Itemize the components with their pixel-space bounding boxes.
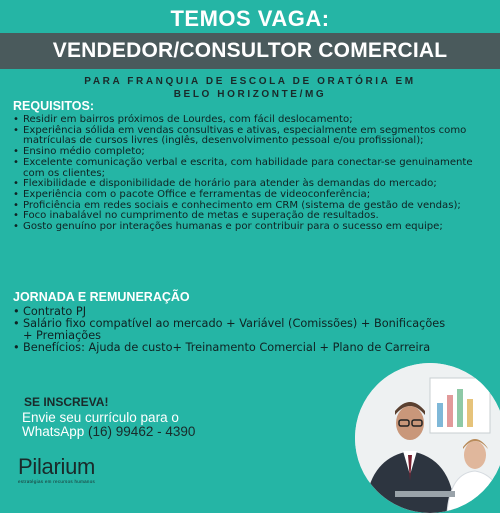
apply-heading: SE INSCREVA! [24, 395, 109, 409]
list-item: • Experiência sólida em vendas consultivas e ativas, especialmente em segmentos como matrículas de cursos livres (inglês, desenvolvimento pessoal e/ou profissional); [13, 126, 491, 147]
brand-logo [18, 456, 95, 484]
list-item: • Gosto genuíno por interações humanas e por contribuir para o sucesso em equipe; [13, 222, 491, 233]
list-item: • Excelente comunicação verbal e escrita, com habilidade para conectar-se genuinamente com os clientes; [13, 158, 491, 179]
list-item: • Flexibilidade e disponibilidade de horário para atender às demandas do mercado; [13, 179, 491, 190]
requisitos-heading: REQUISITOS: [13, 99, 95, 113]
apply-text [22, 411, 252, 439]
brand-name: Pilarium [18, 454, 96, 479]
list-item: • Benefícios: Ajuda de custo+ Treinamento Comercial + Plano de Carreira [13, 342, 453, 354]
apply-line-1: Envie seu currículo para o [22, 410, 179, 425]
brand-tagline: estratégias em recursos humanos [18, 479, 96, 484]
list-item: • Proficiência em redes sociais e conhecimento em CRM (sistema de gestão de vendas); [13, 201, 491, 212]
job-title: VENDEDOR/CONSULTOR COMERCIAL [52, 39, 448, 62]
apply-line-2 [22, 425, 252, 439]
business-people-photo [355, 363, 500, 513]
list-item: • Ensino médio completo; [13, 147, 491, 158]
business-people-photo-icon [355, 363, 500, 513]
jornada-list [13, 306, 453, 354]
requisitos-list [13, 115, 491, 233]
list-item: • Experiência com o pacote Office e ferramentas de videoconferência; [13, 190, 491, 201]
list-item: • Foco inabalável no cumprimento de metas e superação de resultados. [13, 211, 491, 222]
list-item: • Salário fixo compatível ao mercado + Variável (Comissões) + Bonificações + Premiações [13, 318, 453, 342]
list-item: • Contrato PJ [13, 306, 453, 318]
apply-whatsapp-label: WhatsApp [22, 424, 89, 439]
job-title-banner [0, 33, 500, 69]
headline: TEMOS VAGA: [170, 6, 330, 31]
list-item: • Residir em bairros próximos de Lourdes, com fácil deslocamento; [13, 115, 491, 126]
phone-number: (16) 99462 - 4390 [88, 424, 196, 439]
subtitle-line-2: BELO HORIZONTE/MG [173, 89, 327, 100]
subtitle [0, 75, 500, 101]
jornada-heading: JORNADA E REMUNERAÇÃO [13, 290, 190, 304]
subtitle-line-1: PARA FRANQUIA DE ESCOLA DE ORATÓRIA EM [84, 76, 416, 87]
